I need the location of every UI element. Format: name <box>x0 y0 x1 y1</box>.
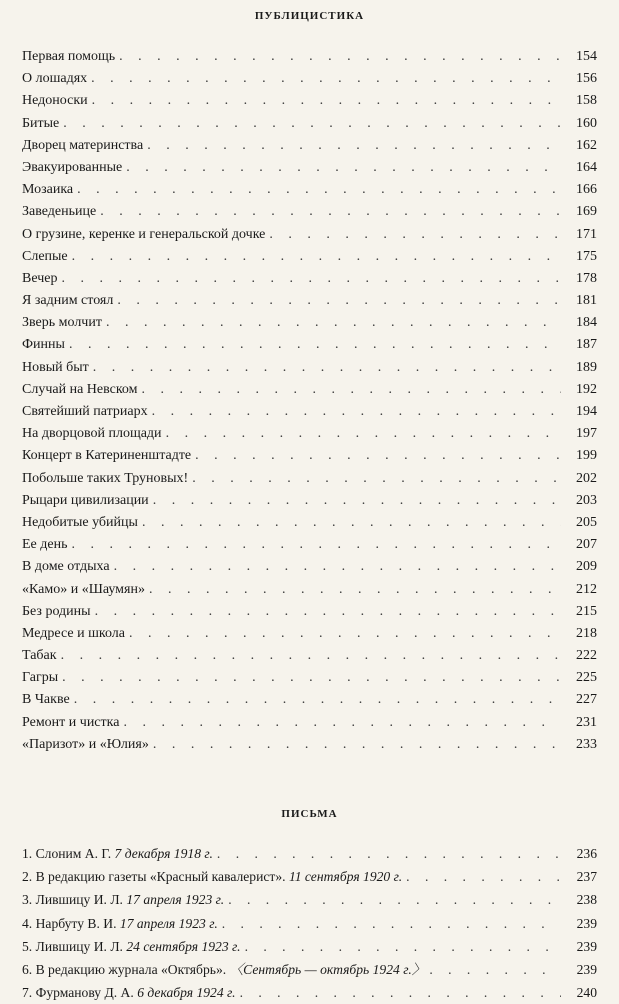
toc-entry <box>22 401 597 423</box>
entry-page-number: 238 <box>576 892 597 908</box>
entry-title-text: Эвакуированные <box>22 159 123 175</box>
toc-entry <box>22 981 597 1004</box>
entry-title <box>22 290 113 312</box>
dot-leader <box>92 90 561 112</box>
entry-title <box>22 490 149 512</box>
toc-entry <box>22 490 597 512</box>
entry-title <box>22 645 57 667</box>
dot-leader <box>406 865 561 888</box>
entry-title <box>22 113 59 135</box>
entry-title <box>22 935 241 958</box>
entry-page-number: 178 <box>576 270 597 286</box>
entry-title <box>22 357 89 379</box>
entry-title <box>22 224 265 246</box>
toc-entry <box>22 157 597 179</box>
dot-leader <box>74 689 561 711</box>
entry-title <box>22 46 115 68</box>
entry-title-text: О грузине, керенке и генеральской дочке <box>22 226 266 242</box>
toc-entry <box>22 46 597 68</box>
entry-page-number: 212 <box>576 581 597 597</box>
entry-title-text: Ремонт и чистка <box>22 714 120 730</box>
toc-entry <box>22 689 597 711</box>
entry-page-number: 171 <box>576 226 597 242</box>
dot-leader <box>77 179 561 201</box>
entry-date: 7 декабря 1918 г. <box>114 846 213 861</box>
toc-entry <box>22 667 597 689</box>
toc-entry <box>22 179 597 201</box>
entry-title <box>22 623 125 645</box>
dot-leader <box>69 334 561 356</box>
toc-entry <box>22 623 597 645</box>
dot-leader <box>63 113 561 135</box>
entry-page-number: 160 <box>576 115 597 131</box>
entry-title-text: В доме отдыха <box>22 559 110 575</box>
entry-date: 6 декабря 1924 г. <box>137 985 236 1001</box>
entry-title <box>22 865 402 888</box>
entry-title <box>22 958 425 981</box>
entry-title <box>22 445 191 467</box>
dot-leader <box>91 68 561 90</box>
toc-entry <box>22 312 597 334</box>
entry-title-text: Битые <box>22 115 60 131</box>
dot-leader <box>93 357 561 379</box>
dot-leader <box>129 623 561 645</box>
dot-leader <box>429 958 561 981</box>
entry-title-text: На дворцовой площади <box>22 426 162 442</box>
entry-title-text: Недобитые убийцы <box>22 514 138 530</box>
dot-leader <box>72 246 561 268</box>
entry-title <box>22 468 188 490</box>
entry-title <box>22 201 96 223</box>
toc-entry <box>22 68 597 90</box>
entry-page-number: 225 <box>576 670 597 686</box>
entry-title-text: Табак <box>22 648 57 664</box>
entry-title-text: «Камо» и «Шаумян» <box>22 581 145 597</box>
entry-title-text: Медресе и школа <box>22 625 125 641</box>
dot-leader <box>192 468 561 490</box>
entry-page-number: 187 <box>576 337 597 353</box>
toc-entry <box>22 645 597 667</box>
entry-page-number: 154 <box>576 49 597 64</box>
toc-entry <box>22 468 597 490</box>
dot-leader <box>245 935 561 958</box>
toc-entry <box>22 334 597 356</box>
toc-entry <box>22 712 597 734</box>
entry-title <box>22 888 224 911</box>
entry-title <box>22 912 218 935</box>
toc-entry <box>22 290 597 312</box>
dot-leader <box>142 379 561 401</box>
entry-page-number: 156 <box>576 71 597 87</box>
entry-title-text: Концерт в Катериненштадте <box>22 448 192 464</box>
dot-leader <box>119 46 561 68</box>
entry-title <box>22 556 110 578</box>
toc-entry <box>22 579 597 601</box>
entry-title-text: Заведеньице <box>22 204 97 220</box>
entry-page-number: 166 <box>576 182 597 198</box>
entry-page-number: 202 <box>576 470 597 486</box>
entry-page-number: 239 <box>576 961 597 977</box>
entry-title <box>22 842 213 865</box>
dot-leader <box>147 135 561 157</box>
toc-entry <box>22 556 597 578</box>
entry-title-text: 7. Фурманову Д. А. <box>22 985 134 1001</box>
entry-title-text: Ее день <box>22 537 68 553</box>
entry-title-text: Финны <box>22 337 65 353</box>
toc-entry <box>22 224 597 246</box>
dot-leader <box>195 445 561 467</box>
entry-page-number: 218 <box>576 625 597 641</box>
toc-entry <box>22 201 597 223</box>
toc-entry <box>22 357 597 379</box>
entry-title <box>22 135 143 157</box>
entry-title-text: 2. В редакцию газеты «Красный кавалерист». <box>22 869 286 885</box>
entry-page-number: 175 <box>576 248 597 264</box>
entry-title-text: Рыцари цивилизации <box>22 492 149 508</box>
dot-leader <box>100 201 561 223</box>
entry-page-number: 169 <box>576 204 597 220</box>
entry-page-number: 189 <box>576 359 597 375</box>
entry-page-number: 164 <box>576 159 597 175</box>
dot-leader <box>106 312 561 334</box>
entry-date: 17 апреля 1923 г. <box>119 915 218 931</box>
dot-leader <box>228 888 561 911</box>
entry-page-number: 222 <box>576 648 597 664</box>
entry-page-number: 233 <box>576 736 597 752</box>
entry-title-text: В Чакве <box>22 692 70 708</box>
entry-page-number: 237 <box>576 869 597 885</box>
entry-page-number: 231 <box>576 714 597 730</box>
dot-leader <box>142 512 561 534</box>
entry-title <box>22 734 149 756</box>
entry-title-text: Слепые <box>22 248 68 264</box>
entry-title-text: Побольше таких Труновых! <box>22 470 189 486</box>
dot-leader <box>166 423 561 445</box>
entry-title-text: Новый быт <box>22 359 89 375</box>
entry-page-number: 158 <box>576 93 597 109</box>
dot-leader <box>61 268 561 290</box>
entry-title-text: Я задним стоял <box>22 293 114 309</box>
entry-page-number: 181 <box>576 293 597 309</box>
dot-leader <box>153 490 561 512</box>
entry-date: 11 сентября 1920 г. <box>288 869 403 885</box>
entry-page-number: 194 <box>576 404 597 419</box>
toc-entry <box>22 888 597 911</box>
dot-leader <box>71 534 561 556</box>
toc-entry <box>22 268 597 290</box>
entry-title <box>22 334 65 356</box>
entry-title <box>22 379 138 401</box>
toc-entry <box>22 842 597 865</box>
entry-title <box>22 712 119 734</box>
entry-title-text: Первая помощь <box>22 49 116 64</box>
entry-page-number: 240 <box>576 985 597 1001</box>
toc-entry <box>22 912 597 935</box>
toc-entry <box>22 601 597 623</box>
entry-title <box>22 179 73 201</box>
section-heading-publicistika: ПУБЛИЦИСТИКА <box>254 10 365 22</box>
toc-entry <box>22 379 597 401</box>
toc-list-publicistika <box>22 46 597 756</box>
entry-title <box>22 601 91 623</box>
entry-page-number: 184 <box>576 315 597 331</box>
entry-page-number: 192 <box>576 381 597 397</box>
entry-title <box>22 423 162 445</box>
entry-page-number: 215 <box>576 603 597 619</box>
entry-date: 24 сентября 1923 г. <box>126 938 241 954</box>
entry-title <box>22 667 58 689</box>
entry-title-text: 3. Лившицу И. Л. <box>22 892 123 908</box>
section-heading-letters: ПИСЬМА <box>281 808 338 820</box>
dot-leader <box>61 645 561 667</box>
dot-leader <box>217 842 561 865</box>
entry-title-text: Святейший патриарх <box>22 404 148 419</box>
entry-page-number: 209 <box>576 559 597 575</box>
toc-list-letters <box>22 842 597 1004</box>
dot-leader <box>222 912 561 935</box>
entry-title-text: Недоноски <box>22 93 88 109</box>
entry-title <box>22 534 67 556</box>
dot-leader <box>149 579 561 601</box>
dot-leader <box>62 667 561 689</box>
toc-entry <box>22 445 597 467</box>
entry-page-number: 239 <box>576 938 597 954</box>
toc-entry <box>22 958 597 981</box>
entry-title-text: Случай на Невском <box>22 381 138 397</box>
dot-leader <box>240 981 561 1004</box>
entry-page-number: 197 <box>576 426 597 442</box>
toc-entry <box>22 246 597 268</box>
entry-page-number: 199 <box>576 448 597 464</box>
entry-title-text: Мозаика <box>22 182 74 198</box>
toc-entry <box>22 135 597 157</box>
toc-entry <box>22 534 597 556</box>
entry-title-text: Без родины <box>22 603 91 619</box>
entry-title-text: Вечер <box>22 270 58 286</box>
entry-page-number: 207 <box>576 537 597 553</box>
dot-leader <box>153 734 561 756</box>
dot-leader <box>114 556 561 578</box>
toc-entry <box>22 113 597 135</box>
dot-leader <box>152 401 561 423</box>
entry-date: 17 апреля 1923 г. <box>126 892 225 908</box>
entry-title-text: 6. В редакцию журнала «Октябрь». <box>22 961 227 977</box>
toc-entry <box>22 512 597 534</box>
entry-title-text: Гагры <box>22 670 59 686</box>
entry-title <box>22 401 148 423</box>
entry-date: 〈Сентябрь — октябрь 1924 г.〉 <box>229 961 426 977</box>
dot-leader <box>117 290 561 312</box>
entry-title <box>22 512 138 534</box>
entry-title <box>22 90 88 112</box>
entry-title <box>22 981 236 1004</box>
entry-page-number: 236 <box>576 846 597 861</box>
entry-page-number: 239 <box>576 915 597 931</box>
entry-page-number: 205 <box>576 514 597 530</box>
entry-title <box>22 689 70 711</box>
entry-title <box>22 246 68 268</box>
entry-title-text: 1. Слоним А. Г. <box>22 846 112 861</box>
entry-page-number: 162 <box>576 137 597 153</box>
dot-leader <box>126 157 561 179</box>
toc-entry <box>22 90 597 112</box>
dot-leader <box>123 712 561 734</box>
toc-entry <box>22 935 597 958</box>
entry-title-text: О лошадях <box>22 71 88 87</box>
toc-entry <box>22 734 597 756</box>
entry-title <box>22 579 145 601</box>
entry-title <box>22 268 57 290</box>
toc-entry <box>22 865 597 888</box>
entry-title <box>22 68 87 90</box>
entry-title-text: Зверь молчит <box>22 315 102 331</box>
entry-title-text: «Паризот» и «Юлия» <box>22 736 149 752</box>
entry-title-text: Дворец материнства <box>22 137 144 153</box>
entry-page-number: 203 <box>576 492 597 508</box>
entry-title-text: 5. Лившицу И. Л. <box>22 938 123 954</box>
toc-entry <box>22 423 597 445</box>
entry-page-number: 227 <box>576 692 597 708</box>
dot-leader <box>269 224 561 246</box>
entry-title <box>22 312 102 334</box>
entry-title-text: 4. Нарбуту В. И. <box>22 915 117 931</box>
dot-leader <box>95 601 561 623</box>
entry-title <box>22 157 122 179</box>
